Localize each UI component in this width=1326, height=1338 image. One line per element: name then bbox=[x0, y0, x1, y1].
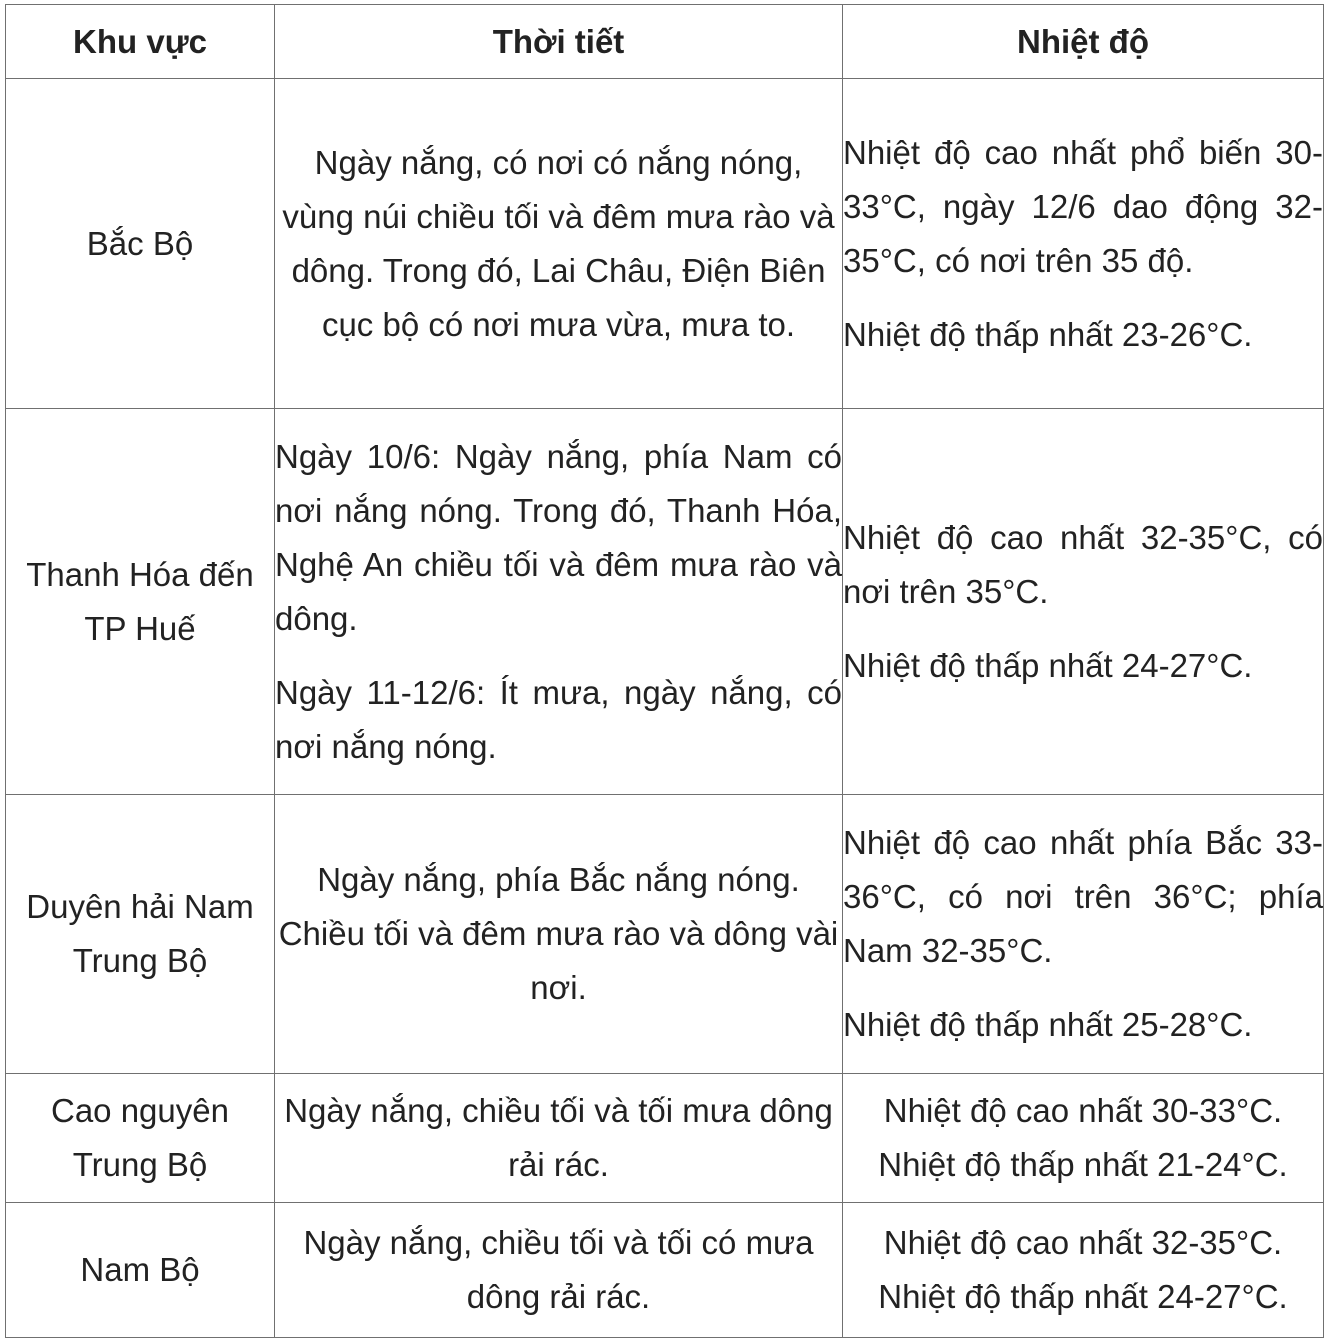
weather-cell bbox=[275, 1203, 843, 1338]
temperature-cell bbox=[843, 1203, 1324, 1338]
temperature-low-text: Nhiệt độ thấp nhất 24-27°C. bbox=[843, 646, 1253, 684]
table-row bbox=[6, 79, 1324, 409]
temperature-cell bbox=[843, 1074, 1324, 1203]
table-row bbox=[6, 1074, 1324, 1203]
weather-forecast-table bbox=[5, 4, 1324, 1338]
header-weather: Thời tiết bbox=[275, 5, 843, 79]
temperature-high-text: Nhiệt độ cao nhất phổ biến 30-33°C, ngày 12/6 dao động 32-35°C, có nơi trên 35 độ. bbox=[843, 133, 1323, 279]
temperature-low-text: Nhiệt độ thấp nhất 21-24°C. bbox=[878, 1146, 1288, 1183]
weather-cell bbox=[275, 79, 843, 409]
region-cell bbox=[6, 409, 275, 795]
header-temperature: Nhiệt độ bbox=[843, 5, 1324, 79]
weather-text: Ngày nắng, có nơi có nắng nóng, vùng núi chiều tối và đêm mưa rào và dông. Trong đó, Lai Châu, Điện Biên cục bộ có nơi mưa vừa, mưa to. bbox=[282, 143, 835, 343]
temperature-high-text: Nhiệt độ cao nhất phía Bắc 33-36°C, có nơi trên 36°C; phía Nam 32-35°C. bbox=[843, 824, 1323, 969]
region-name: Duyên hải Nam Trung Bộ bbox=[26, 888, 254, 979]
table-row bbox=[6, 1203, 1324, 1338]
table-header-row bbox=[6, 5, 1324, 79]
region-cell bbox=[6, 79, 275, 409]
temperature-low-text: Nhiệt độ thấp nhất 23-26°C. bbox=[843, 315, 1253, 353]
weather-text: Ngày nắng, chiều tối và tối có mưa dông rải rác. bbox=[303, 1224, 814, 1315]
temperature-high-text: Nhiệt độ cao nhất 32-35°C. bbox=[883, 1224, 1283, 1261]
temperature-high-text: Nhiệt độ cao nhất 30-33°C. bbox=[883, 1092, 1283, 1129]
region-name: Nam Bộ bbox=[80, 1251, 200, 1288]
weather-text: Ngày 10/6: Ngày nắng, phía Nam có nơi nắng nóng. Trong đó, Thanh Hóa, Nghệ An chiều tối và đêm mưa rào và dông. bbox=[275, 437, 842, 637]
temperature-cell bbox=[843, 795, 1324, 1074]
weather-cell bbox=[275, 1074, 843, 1203]
weather-text: Ngày 11-12/6: Ít mưa, ngày nắng, có nơi nắng nóng. bbox=[275, 673, 842, 765]
temperature-cell bbox=[843, 79, 1324, 409]
weather-text: Ngày nắng, chiều tối và tối mưa dông rải rác. bbox=[284, 1092, 833, 1183]
weather-cell bbox=[275, 409, 843, 795]
region-name: Bắc Bộ bbox=[86, 224, 194, 262]
region-cell bbox=[6, 1203, 275, 1338]
table-row bbox=[6, 795, 1324, 1074]
region-cell bbox=[6, 1074, 275, 1203]
weather-text: Ngày nắng, phía Bắc nắng nóng. Chiều tối và đêm mưa rào và dông vài nơi. bbox=[278, 861, 839, 1006]
header-region: Khu vực bbox=[6, 5, 275, 79]
region-name: Cao nguyên Trung Bộ bbox=[51, 1092, 229, 1183]
region-cell bbox=[6, 795, 275, 1074]
weather-cell bbox=[275, 795, 843, 1074]
temperature-low-text: Nhiệt độ thấp nhất 25-28°C. bbox=[843, 1006, 1253, 1043]
region-name: Thanh Hóa đến TP Huế bbox=[26, 555, 254, 647]
temperature-cell bbox=[843, 409, 1324, 795]
table-row bbox=[6, 409, 1324, 795]
temperature-high-text: Nhiệt độ cao nhất 32-35°C, có nơi trên 35°C. bbox=[843, 518, 1323, 610]
temperature-low-text: Nhiệt độ thấp nhất 24-27°C. bbox=[878, 1278, 1288, 1315]
